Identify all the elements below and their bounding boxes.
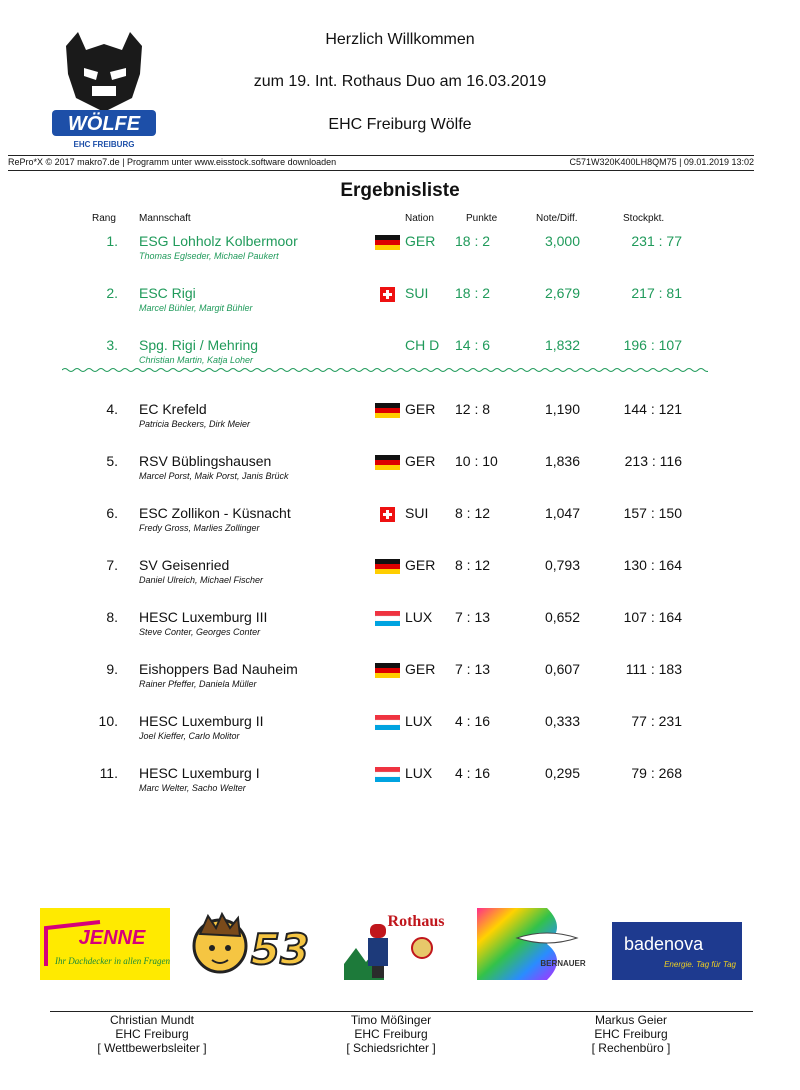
points: 8 : 12 <box>455 557 491 573</box>
rothaus-logo <box>344 908 454 980</box>
col-mannschaft: Mannschaft <box>139 213 191 224</box>
svg-text:JENNE: JENNE <box>78 927 146 949</box>
note-diff: 0,607 <box>544 661 580 677</box>
stock-points: 217 : 81 <box>631 285 682 301</box>
note-diff: 0,333 <box>544 713 580 729</box>
svg-text:Ihr Dachdecker in allen Fragen: Ihr Dachdecker in allen Fragen! <box>55 956 170 966</box>
team-name: HESC Luxemburg III <box>139 609 268 625</box>
nation: GER <box>405 661 436 677</box>
player-names: Marcel Porst, Maik Porst, Janis Brück <box>139 471 289 481</box>
table-row <box>0 609 800 655</box>
logo-subtext: EHC FREIBURG <box>73 140 135 149</box>
nation: GER <box>405 557 436 573</box>
signature-role: [ Rechenbüro ] <box>591 1041 671 1055</box>
player-names: Marc Welter, Sacho Welter <box>139 783 246 793</box>
logo-text: WÖLFE <box>67 113 141 135</box>
table-row <box>0 401 800 447</box>
table-row <box>0 661 800 707</box>
signature-rule <box>50 1011 753 1012</box>
col-nation: Nation <box>405 213 434 224</box>
rank: 9. <box>106 661 118 677</box>
rank: 5. <box>106 453 118 469</box>
nation: SUI <box>405 505 429 521</box>
note-diff: 0,793 <box>544 557 580 573</box>
team-name: RSV Büblingshausen <box>139 453 272 469</box>
nation: CH D <box>405 337 440 353</box>
stock-points: 231 : 77 <box>631 233 682 249</box>
nation: LUX <box>405 713 433 729</box>
player-names: Rainer Pfeffer, Daniela Müller <box>139 679 257 689</box>
note-diff: 2,679 <box>544 285 580 301</box>
table-row <box>0 337 800 383</box>
points: 8 : 12 <box>455 505 491 521</box>
sponsor-53 <box>190 908 315 980</box>
note-diff: 1,190 <box>544 401 580 417</box>
stock-points: 107 : 164 <box>623 609 682 625</box>
nation: SUI <box>405 285 429 301</box>
points: 7 : 13 <box>455 661 491 677</box>
flag-germany-icon <box>375 559 400 574</box>
rank: 3. <box>106 337 118 353</box>
player-names: Steve Conter, Georges Conter <box>139 627 261 637</box>
signature-name: Timo Mößinger <box>350 1013 432 1027</box>
stock-points: 111 : 183 <box>625 661 682 677</box>
sponsor-rothaus <box>344 908 454 980</box>
flag-luxembourg-icon <box>375 767 400 782</box>
flag-switzerland-icon <box>375 507 400 522</box>
signature-club: EHC Freiburg <box>115 1027 189 1041</box>
col-note: Note/Diff. <box>536 213 578 224</box>
stock-points: 130 : 164 <box>623 557 682 573</box>
stock-points: 213 : 116 <box>624 453 682 469</box>
player-names: Patricia Beckers, Dirk Meier <box>139 419 251 429</box>
badenova-logo: badenova <box>624 934 704 954</box>
rank: 8. <box>106 609 118 625</box>
header-rule <box>8 155 754 156</box>
flag-luxembourg-icon <box>375 611 400 626</box>
team-name: ESC Rigi <box>139 285 196 301</box>
table-row <box>0 765 800 811</box>
signature-club: EHC Freiburg <box>594 1027 668 1041</box>
team-name: Eishoppers Bad Nauheim <box>139 661 298 677</box>
rank: 1. <box>106 233 118 249</box>
note-diff: 1,836 <box>544 453 580 469</box>
stock-points: 79 : 268 <box>631 765 682 781</box>
table-row <box>0 713 800 759</box>
points: 18 : 2 <box>455 233 491 249</box>
nation: LUX <box>405 765 433 781</box>
jenne-logo <box>40 908 170 980</box>
team-name: Spg. Rigi / Mehring <box>139 337 259 353</box>
event-line: zum 19. Int. Rothaus Duo am 16.03.2019 <box>253 73 547 90</box>
software-note: RePro*X © 2017 makro7.de | Programm unter www.eisstock.software downloaden <box>8 157 337 167</box>
svg-text:BERNAUER: BERNAUER <box>540 959 586 968</box>
flag-germany-icon <box>375 663 400 678</box>
stock-points: 157 : 150 <box>623 505 682 521</box>
player-names: Daniel Ulreich, Michael Fischer <box>139 575 264 585</box>
points: 14 : 6 <box>455 337 491 353</box>
welcome-line: Herzlich Willkommen <box>325 31 475 48</box>
signature-name: Markus Geier <box>594 1013 668 1027</box>
signature-name: Christian Mundt <box>109 1013 195 1027</box>
flag-luxembourg-icon <box>375 715 400 730</box>
player-names: Fredy Gross, Marlies Zollinger <box>139 523 260 533</box>
rank: 10. <box>98 713 118 729</box>
team-name: SV Geisenried <box>139 557 230 573</box>
rank: 11. <box>99 765 118 781</box>
note-diff: 0,295 <box>544 765 580 781</box>
flag-germany-icon <box>375 455 400 470</box>
svg-text:Rothaus: Rothaus <box>387 913 445 930</box>
table-row <box>0 557 800 603</box>
col-punkte: Punkte <box>466 213 498 224</box>
sponsor-badenova <box>612 922 742 980</box>
table-row <box>0 453 800 499</box>
bernauer-logo <box>477 908 595 980</box>
team-name: EC Krefeld <box>139 401 207 417</box>
points: 4 : 16 <box>455 713 491 729</box>
player-names: Christian Martin, Katja Loher <box>139 355 254 365</box>
note-diff: 1,047 <box>544 505 580 521</box>
note-diff: 3,000 <box>544 233 580 249</box>
team-name: ESC Zollikon - Küsnacht <box>139 505 291 521</box>
stock-points: 77 : 231 <box>631 713 682 729</box>
team-name: ESG Lohholz Kolbermoor <box>139 233 298 249</box>
points: 7 : 13 <box>455 609 491 625</box>
club-line: EHC Freiburg Wölfe <box>328 116 472 133</box>
header-rule-bottom <box>8 170 754 171</box>
rank: 2. <box>106 285 118 301</box>
col-stock: Stockpkt. <box>623 213 665 224</box>
points: 10 : 10 <box>455 453 498 469</box>
badenova-slogan: Energie. Tag für Tag <box>664 960 736 969</box>
flag-switzerland-icon <box>375 287 400 302</box>
note-diff: 1,832 <box>544 337 580 353</box>
player-names: Marcel Bühler, Margit Bühler <box>139 303 253 313</box>
sponsor-jenne <box>40 908 170 980</box>
player-names: Joel Kieffer, Carlo Molitor <box>139 731 240 741</box>
flag-germany-icon <box>375 235 400 250</box>
stock-points: 144 : 121 <box>623 401 682 417</box>
rank: 6. <box>106 505 118 521</box>
nation: GER <box>405 453 436 469</box>
table-row <box>0 233 800 279</box>
svg-text:53: 53 <box>250 925 310 974</box>
nation: GER <box>405 401 436 417</box>
team-name: HESC Luxemburg I <box>139 765 260 781</box>
mascot-53-logo <box>190 908 315 980</box>
nation: LUX <box>405 609 433 625</box>
col-rang: Rang <box>92 213 116 224</box>
rank: 4. <box>106 401 118 417</box>
sponsor-bernauer <box>477 908 595 980</box>
signature-club: EHC Freiburg <box>354 1027 428 1041</box>
rank: 7. <box>106 557 118 573</box>
player-names: Thomas Eglseder, Michael Paukert <box>139 251 279 261</box>
table-row <box>0 505 800 551</box>
points: 18 : 2 <box>455 285 491 301</box>
stock-points: 196 : 107 <box>623 337 682 353</box>
points: 4 : 16 <box>455 765 491 781</box>
signature-rechenbuero <box>541 1013 721 1055</box>
signature-role: [ Wettbewerbsleiter ] <box>97 1041 207 1055</box>
note-diff: 0,652 <box>544 609 580 625</box>
signature-wettbewerbsleiter <box>62 1013 242 1055</box>
page-title: Ergebnisliste <box>340 180 460 201</box>
print-stamp: C571W320K400LH8QM75 | 09.01.2019 13:02 <box>569 157 754 167</box>
points: 12 : 8 <box>455 401 491 417</box>
podium-divider <box>62 367 708 373</box>
table-row <box>0 285 800 331</box>
signature-role: [ Schiedsrichter ] <box>346 1041 436 1055</box>
flag-germany-icon <box>375 403 400 418</box>
nation: GER <box>405 233 436 249</box>
team-name: HESC Luxemburg II <box>139 713 264 729</box>
signature-schiedsrichter <box>301 1013 481 1055</box>
